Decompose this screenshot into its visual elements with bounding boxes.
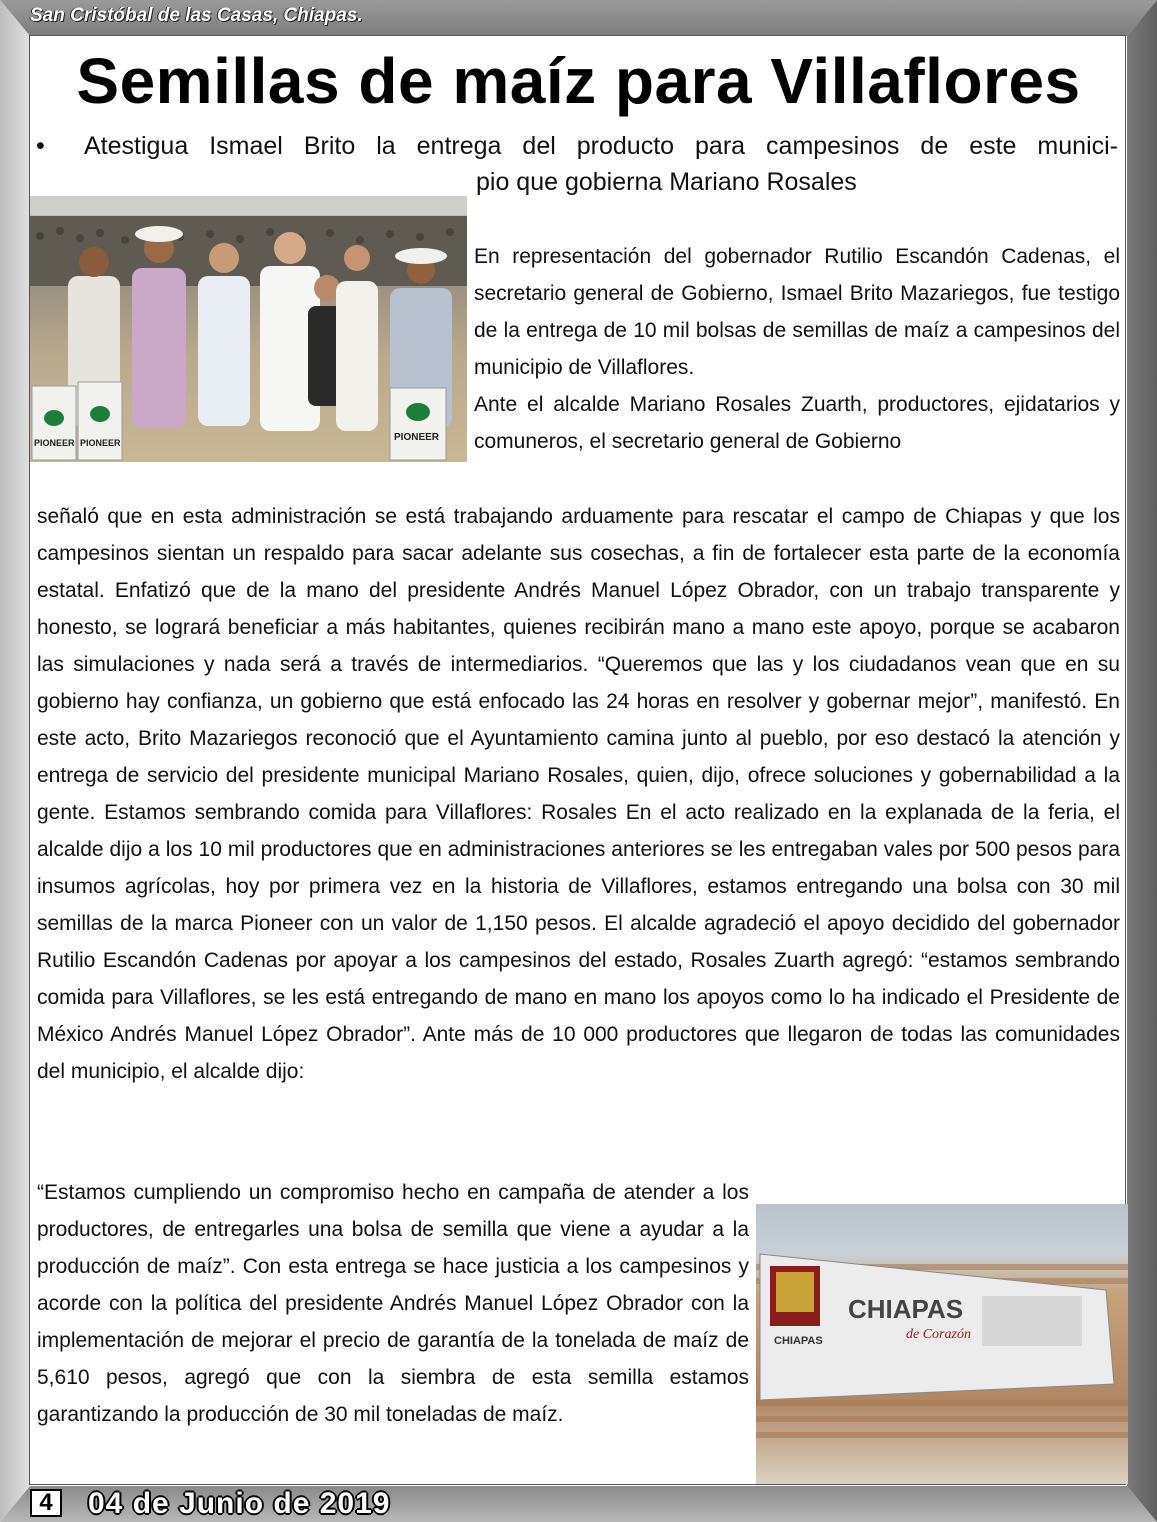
article-text-left-column <box>37 1174 749 1433</box>
location-header: San Cristóbal de las Casas, Chiapas. <box>30 5 363 26</box>
banner-subtitle: de Corazón <box>906 1327 971 1342</box>
photo-officials-with-seed-bags <box>30 196 467 462</box>
article-text-full-width <box>37 498 1120 1090</box>
emblem-label: CHIAPAS <box>774 1335 823 1347</box>
paragraph: señaló que en esta administración se está trabajando arduamente para rescatar el campo de Chiapas y que los campesinos sientan un respaldo para sacar adelante sus cosechas, a fin de fortalecer esta parte de la economía estatal. Enfatizó que de la mano del presidente Andrés Manuel López Obrador, con un trabajo transparente y honesto, se logrará beneficiar a más habitantes, quienes recibirán mano a mano este apoyo, porque se acabaron las simulaciones y nada será a través de intermediarios. “Queremos que las y los ciudadanos vean que en su gobierno hay confianza, un gobierno que está enfocado las 24 horas en resolver y gobernar mejor”, manifestó. En este acto, Brito Mazariegos reconoció que el Ayuntamiento camina junto al pueblo, por eso destacó la atención y entrega de servicio del presidente municipal Mariano Rosales, quien, dijo, ofrece soluciones y gobernabilidad a la gente. Estamos sembrando comida para Villaflores: Rosales En el acto realizado en la explanada de la feria, el alcalde dijo a los 10 mil productores que en administraciones anteriores se les entregaban vales por 500 pesos para insumos agrícolas, hoy por primera vez en la historia de Villaflores, estamos entregando una bolsa con 30 mil semillas de la marca Pioneer con un valor de 1,150 pesos. El alcalde agradeció el apoyo decidido del gobernador Rutilio Escandón Cadenas por apoyar a los campesinos del estado, Rosales Zuarth agregó: “estamos sembrando comida para Villaflores, se les está entregando de mano en mano los apoyos como lo ha indicado el Presidente de México Andrés Manuel López Obrador”. Ante más de 10 000 productores que llegaron de todas las comunidades del municipio, el alcalde dijo: <box>37 505 1120 1083</box>
issue-date: 04 de Junio de 2019 <box>88 1487 391 1520</box>
photo-seed-bags-banner <box>756 1204 1128 1484</box>
bag-label: PIONEER <box>394 432 440 443</box>
subhead-line-1: Atestigua Ismael Brito la entrega del producto para campesinos de este munici- <box>84 132 1118 160</box>
banner-title: CHIAPAS <box>848 1294 964 1324</box>
page-number: 4 <box>30 1489 62 1517</box>
headline: Semillas de maíz para Villaflores <box>76 45 1081 117</box>
paragraph: Ante el alcalde Mariano Rosales Zuarth, productores, ejidatarios y comuneros, el secretario general de Gobierno <box>474 393 1120 453</box>
subhead-line-2: pio que gobierna Mariano Rosales <box>476 168 857 196</box>
article-text-right-column <box>474 238 1120 460</box>
frame-right <box>1127 0 1157 1522</box>
paragraph: “Estamos cumpliendo un compromiso hecho en campaña de atender a los productores, de entregarles una bolsa de semilla que viene a ayudar a la producción de maíz”. Con esta entrega se hace justicia a los campesinos y acorde con la política del presidente Andrés Manuel López Obrador con la implementación de mejorar el precio de garantía de la tonelada de maíz de 5,610 pesos, agregó que con la siembra de esta semilla estamos garantizando la producción de 30 mil toneladas de maíz. <box>37 1181 749 1426</box>
paragraph: En representación del gobernador Rutilio Escandón Cadenas, el secretario general de Gobierno, Ismael Brito Mazariegos, fue testigo de la entrega de 10 mil bolsas de semillas de maíz a campesinos del municipio de Villaflores. <box>474 245 1120 379</box>
bag-label: PIONEER <box>80 438 121 448</box>
bag-label: PIONEER <box>34 438 75 448</box>
frame-left <box>0 0 30 1522</box>
bullet: • <box>36 132 45 160</box>
